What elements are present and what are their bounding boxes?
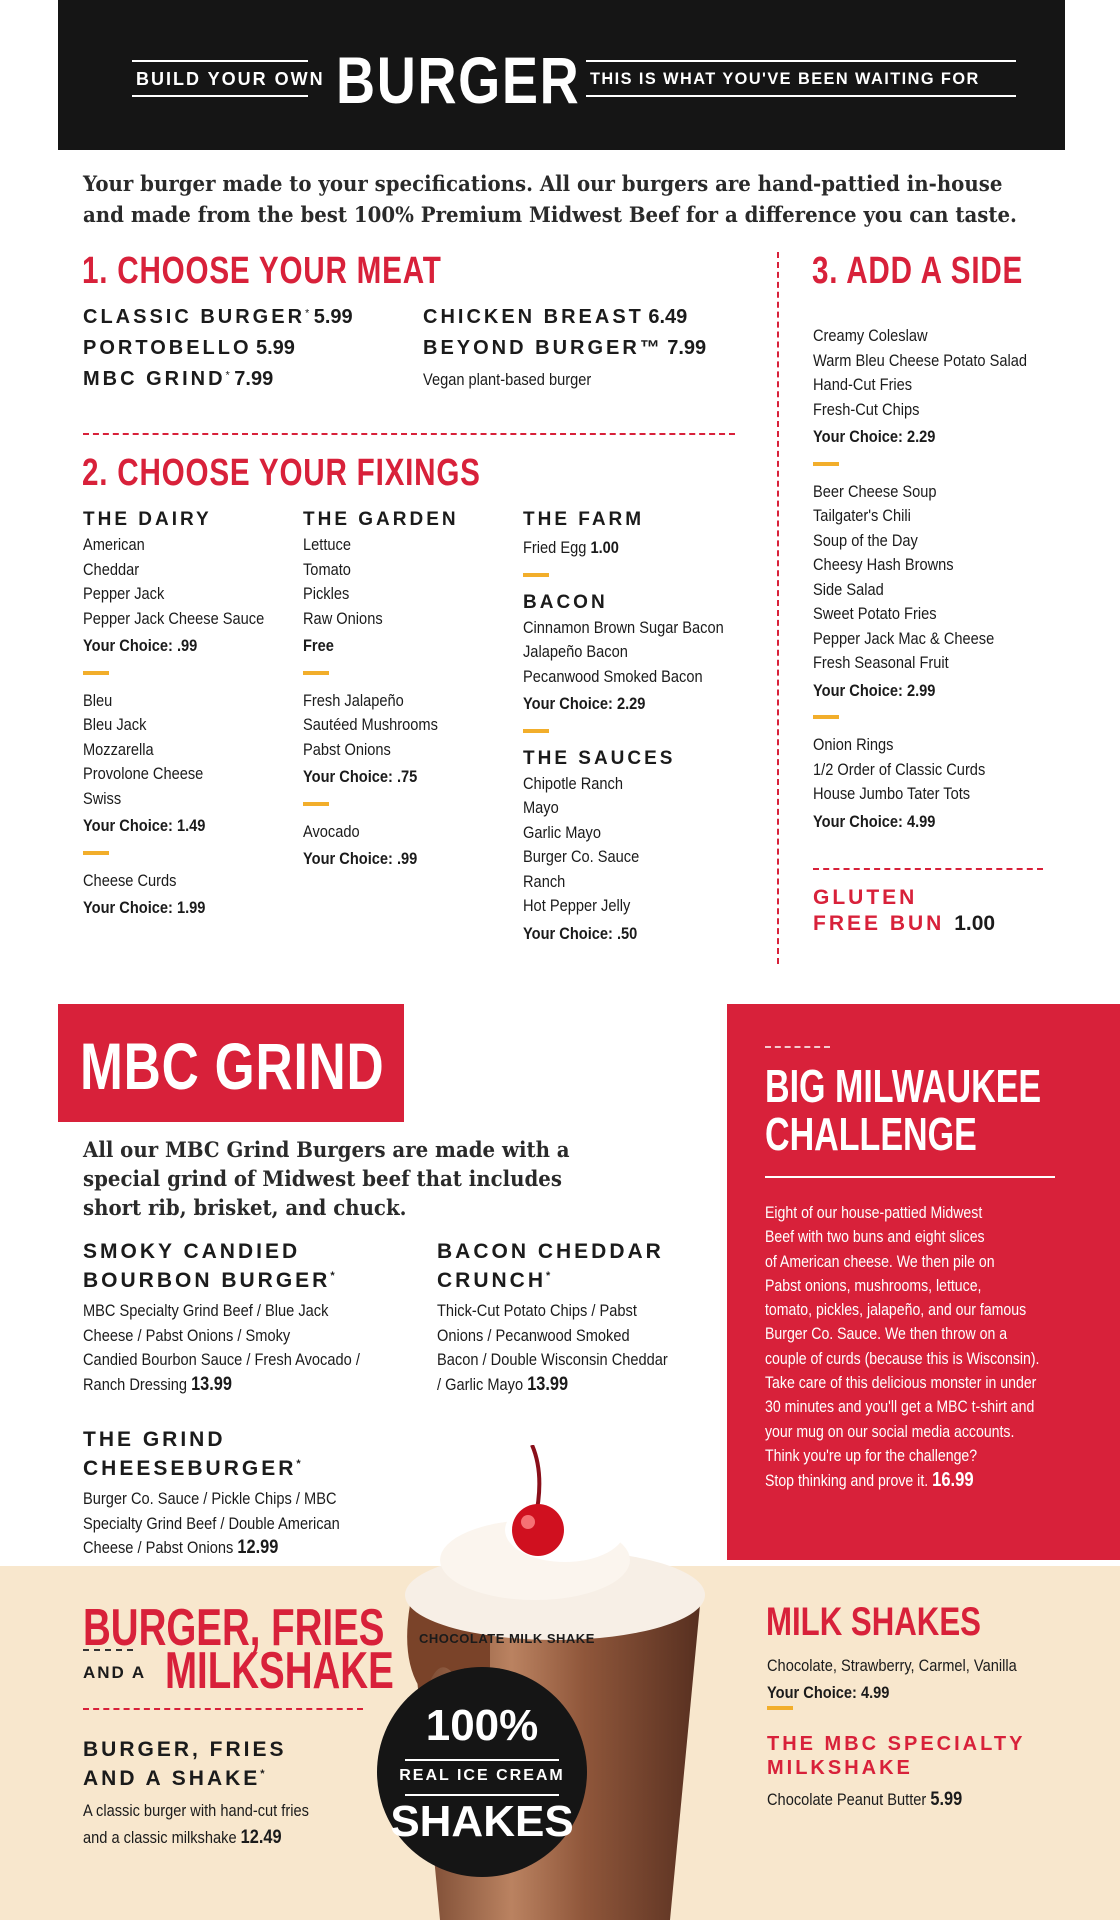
list-item: Pabst Onions bbox=[303, 739, 391, 759]
shake-badge bbox=[377, 1667, 587, 1877]
desc-line: Burger Co. Sauce / Pickle Chips / MBC bbox=[83, 1489, 337, 1508]
body-line: your mug on our social media accounts. bbox=[765, 1421, 1015, 1441]
sides-divider bbox=[813, 868, 1043, 870]
egg-price: 1.00 bbox=[590, 538, 619, 557]
choice-price: Your Choice: 4.99 bbox=[767, 1683, 890, 1702]
body-line: Burger Co. Sauce. We then throw on a bbox=[765, 1324, 1008, 1344]
meat-item-beyond bbox=[423, 337, 706, 360]
meat-mark: * bbox=[305, 307, 310, 320]
column-divider bbox=[777, 252, 779, 964]
body-line: tomato, pickles, jalapeño, and our famous bbox=[765, 1300, 1027, 1320]
body-line: Think you're up for the challenge? bbox=[765, 1445, 978, 1465]
challenge-title-1: BIG MILWAUKEE bbox=[765, 1060, 1042, 1112]
meat-price: 7.99 bbox=[667, 337, 707, 359]
farm-column bbox=[523, 508, 748, 946]
shake-caption: CHOCOLATE MILK SHAKE bbox=[419, 1631, 595, 1646]
specialty-item-row bbox=[767, 1788, 989, 1813]
choice-price: Your Choice: 1.99 bbox=[83, 898, 206, 917]
list-item: Tomato bbox=[303, 559, 351, 579]
challenge-panel bbox=[727, 1004, 1120, 1560]
desc-line: Candied Bourbon Sauce / Fresh Avocado / bbox=[83, 1350, 360, 1369]
meat-price: 7.99 bbox=[234, 368, 274, 390]
intro-line-2: and made from the best 100% Premium Midwest Beef for a difference you can taste. bbox=[83, 202, 1017, 227]
list-item: Pecanwood Smoked Bacon bbox=[523, 666, 703, 686]
list-item: Ranch bbox=[523, 871, 566, 891]
body-line: Take care of this delicious monster in under bbox=[765, 1373, 1037, 1393]
meat-name: MBC GRIND bbox=[83, 368, 226, 390]
header-left-text: BUILD YOUR OWN bbox=[136, 69, 325, 89]
choice-price: Your Choice: .99 bbox=[303, 849, 418, 868]
meat-name: BEYOND BURGER™ bbox=[423, 337, 663, 359]
list-item: Sweet Potato Fries bbox=[813, 604, 937, 623]
desc-line bbox=[83, 1536, 367, 1561]
garden-column bbox=[303, 508, 513, 872]
combo-desc bbox=[83, 1797, 358, 1851]
desc-text: Ranch Dressing bbox=[83, 1374, 188, 1394]
meat-item-chicken bbox=[423, 306, 687, 329]
choice-price: Your Choice: 2.99 bbox=[813, 680, 936, 700]
bacon-group bbox=[523, 616, 724, 717]
body-line: Eight of our house-pattied Midwest bbox=[765, 1203, 983, 1222]
egg-name: Fried Egg bbox=[523, 538, 587, 557]
desc-text: Cheese / Pabst Onions bbox=[83, 1538, 234, 1557]
gluten-free-bun bbox=[813, 885, 995, 937]
item-price: 13.99 bbox=[527, 1373, 569, 1395]
meat-price: 5.99 bbox=[255, 337, 295, 359]
list-item: Raw Onions bbox=[303, 608, 383, 628]
gold-divider bbox=[523, 729, 549, 733]
choice-price: Your Choice: .99 bbox=[83, 636, 198, 655]
shakes-title: MILK SHAKES bbox=[766, 1600, 981, 1644]
list-item: Burger Co. Sauce bbox=[523, 847, 640, 866]
item-price: 12.99 bbox=[237, 1537, 279, 1558]
desc-text: / Garlic Mayo bbox=[437, 1374, 524, 1394]
specialty-price: 5.99 bbox=[930, 1789, 963, 1810]
list-item: Side Salad bbox=[813, 579, 884, 599]
gluten-line-1: GLUTEN bbox=[813, 886, 918, 909]
fixings-section-title: 2. CHOOSE YOUR FIXINGS bbox=[82, 452, 481, 494]
farm-heading: THE FARM bbox=[523, 509, 645, 530]
choice-price: Free bbox=[303, 636, 334, 655]
list-item: Fresh Jalapeño bbox=[303, 690, 404, 710]
sauces-heading: THE SAUCES bbox=[523, 747, 676, 769]
desc-line: Bacon / Double Wisconsin Cheddar bbox=[437, 1350, 668, 1369]
grind-title-block bbox=[58, 1004, 404, 1122]
list-item: Sautéed Mushrooms bbox=[303, 715, 438, 734]
list-item: Lettuce bbox=[303, 535, 351, 554]
desc-line: Specialty Grind Beef / Double American bbox=[83, 1513, 340, 1533]
list-item: Jalapeño Bacon bbox=[523, 642, 628, 661]
meat-price: 6.49 bbox=[648, 306, 688, 328]
dairy-heading: THE DAIRY bbox=[83, 509, 212, 530]
dairy-group-2 bbox=[83, 689, 264, 839]
header-title: BURGER bbox=[336, 43, 581, 117]
sides-group-2 bbox=[813, 480, 1019, 704]
garden-group-1 bbox=[303, 533, 484, 659]
badge-line-1: 100% bbox=[425, 1701, 539, 1750]
gluten-line-2: FREE BUN bbox=[813, 912, 945, 935]
desc-line: Cheese / Pabst Onions / Smoky bbox=[83, 1325, 291, 1345]
grind-intro bbox=[83, 1135, 570, 1222]
bacon-heading: BACON bbox=[523, 591, 608, 613]
combo-title-2: MILKSHAKE bbox=[165, 1642, 394, 1700]
body-text: Stop thinking and prove it. bbox=[765, 1471, 929, 1491]
body-line: Beef with two buns and eight slices bbox=[765, 1227, 985, 1247]
gluten-price: 1.00 bbox=[954, 912, 996, 935]
list-item: Avocado bbox=[303, 821, 360, 841]
list-item: Tailgater's Chili bbox=[813, 506, 911, 525]
meat-section-title: 1. CHOOSE YOUR MEAT bbox=[82, 250, 442, 292]
list-item: American bbox=[83, 535, 145, 554]
list-item: Cheese Curds bbox=[83, 870, 177, 890]
list-item: Cheesy Hash Browns bbox=[813, 555, 954, 574]
gold-divider bbox=[303, 671, 329, 675]
list-item: Hand-Cut Fries bbox=[813, 375, 913, 394]
list-item: Beer Cheese Soup bbox=[813, 481, 937, 501]
garden-group-3 bbox=[303, 820, 484, 872]
list-item: Chipotle Ranch bbox=[523, 773, 623, 793]
item-name: THE GRIND bbox=[83, 1428, 226, 1451]
grind-intro-line: All our MBC Grind Burgers are made with a bbox=[83, 1137, 570, 1162]
grind-title: MBC GRIND bbox=[80, 1029, 385, 1103]
list-item: Cinnamon Brown Sugar Bacon bbox=[523, 617, 724, 637]
meat-name: PORTOBELLO bbox=[83, 337, 252, 359]
list-item: Pepper Jack bbox=[83, 584, 165, 603]
list-item: Warm Bleu Cheese Potato Salad bbox=[813, 350, 1028, 370]
list-item: Pepper Jack Cheese Sauce bbox=[83, 608, 265, 628]
list-item: Fresh-Cut Chips bbox=[813, 399, 920, 419]
gold-divider bbox=[303, 802, 329, 806]
garden-heading: THE GARDEN bbox=[303, 509, 459, 530]
dairy-group-3 bbox=[83, 869, 264, 921]
gold-divider bbox=[523, 573, 549, 577]
body-line: couple of curds (because this is Wisconsin). bbox=[765, 1348, 1040, 1368]
item-name-text: CRUNCH bbox=[437, 1269, 546, 1292]
item-name-2: CHEESEBURGER* bbox=[83, 1457, 304, 1480]
list-item: Bleu bbox=[83, 690, 113, 710]
sides-section-title: 3. ADD A SIDE bbox=[812, 250, 1024, 292]
list-item: Mayo bbox=[523, 798, 559, 817]
body-line bbox=[765, 1468, 1039, 1493]
desc-line: Onions / Pecanwood Smoked bbox=[437, 1325, 630, 1345]
desc-line: Thick-Cut Potato Chips / Pabst bbox=[437, 1301, 637, 1320]
sides-group-3 bbox=[813, 733, 1019, 834]
intro-line-1: Your burger made to your specifications. All our burgers are hand-pattied in-house bbox=[83, 171, 1003, 196]
list-item: Pepper Jack Mac & Cheese bbox=[813, 628, 995, 648]
specialty-item: Chocolate Peanut Butter bbox=[767, 1790, 927, 1809]
gold-divider bbox=[813, 462, 839, 466]
list-item: 1/2 Order of Classic Curds bbox=[813, 759, 986, 779]
grind-cheeseburger bbox=[83, 1428, 413, 1561]
body-line: of American cheese. We then pile on bbox=[765, 1251, 995, 1271]
challenge-price: 16.99 bbox=[932, 1469, 974, 1492]
dairy-group-1 bbox=[83, 533, 264, 659]
shakes-flavors: Chocolate, Strawberry, Carmel, Vanilla bbox=[767, 1656, 1017, 1675]
item-desc bbox=[83, 1487, 367, 1561]
list-item: Fresh Seasonal Fruit bbox=[813, 653, 949, 672]
challenge-title bbox=[765, 1062, 1041, 1158]
sauces-group bbox=[523, 772, 717, 947]
list-item: Mozzarella bbox=[83, 739, 154, 759]
garden-group-2 bbox=[303, 689, 484, 790]
specialty-title-1: THE MBC SPECIALTY bbox=[767, 1733, 1026, 1755]
specialty-title-2: MILKSHAKE bbox=[767, 1757, 913, 1779]
shakes-list bbox=[767, 1652, 1017, 1706]
challenge-title-2: CHALLENGE bbox=[765, 1108, 977, 1160]
list-item: Pickles bbox=[303, 584, 350, 603]
desc-text: and a classic milkshake bbox=[83, 1828, 237, 1847]
list-item: Garlic Mayo bbox=[523, 822, 601, 842]
body-line: 30 minutes and you'll get a MBC t-shirt and bbox=[765, 1397, 1035, 1417]
desc-line bbox=[83, 1373, 367, 1398]
intro-text bbox=[83, 168, 1017, 230]
combo-item-name-2: AND A SHAKE* bbox=[83, 1767, 268, 1790]
combo-price: 12.49 bbox=[240, 1827, 282, 1848]
header-banner bbox=[58, 0, 1065, 150]
header-right-text: THIS IS WHAT YOU'VE BEEN WAITING FOR bbox=[590, 69, 980, 88]
item-name-text: BOURBON BURGER bbox=[83, 1269, 331, 1292]
item-desc bbox=[437, 1299, 678, 1397]
combo-item-name-1: BURGER, FRIES bbox=[83, 1738, 287, 1761]
list-item: House Jumbo Tater Tots bbox=[813, 784, 971, 803]
choice-price: Your Choice: 1.49 bbox=[83, 816, 206, 835]
list-item: Bleu Jack bbox=[83, 715, 147, 734]
smoky-bourbon-burger bbox=[83, 1240, 413, 1397]
badge-line-2: REAL ICE CREAM bbox=[399, 1767, 565, 1784]
gold-divider bbox=[767, 1706, 793, 1710]
specialty-shake bbox=[767, 1732, 1025, 1813]
combo-item-name-text: AND A SHAKE bbox=[83, 1767, 261, 1790]
meat-divider bbox=[83, 433, 735, 435]
choice-price: Your Choice: .75 bbox=[303, 767, 418, 786]
desc-line bbox=[437, 1373, 678, 1398]
sides-column bbox=[813, 324, 1053, 834]
sides-group-1 bbox=[813, 324, 1028, 450]
meat-item-portobello bbox=[83, 337, 295, 360]
gold-divider bbox=[83, 671, 109, 675]
list-item: Cheddar bbox=[83, 559, 140, 579]
list-item: Provolone Cheese bbox=[83, 764, 204, 783]
body-line: Pabst onions, mushrooms, lettuce, bbox=[765, 1275, 982, 1295]
desc-line: MBC Specialty Grind Beef / Blue Jack bbox=[83, 1301, 329, 1320]
meat-name: CLASSIC BURGER bbox=[83, 306, 306, 328]
list-item: Onion Rings bbox=[813, 735, 894, 754]
gold-divider bbox=[813, 715, 839, 719]
choice-price: Your Choice: 4.99 bbox=[813, 811, 936, 831]
grind-intro-line: special grind of Midwest beef that includes bbox=[83, 1166, 562, 1191]
list-item: Soup of the Day bbox=[813, 530, 918, 550]
desc-line bbox=[83, 1824, 358, 1851]
combo-title-1: BURGER, FRIES bbox=[83, 1599, 385, 1657]
choice-price: Your Choice: 2.29 bbox=[813, 427, 936, 446]
item-price: 13.99 bbox=[191, 1373, 232, 1395]
cherry bbox=[512, 1504, 564, 1556]
bacon-cheddar-crunch bbox=[437, 1240, 717, 1397]
challenge-body bbox=[765, 1201, 1039, 1494]
meat-item-classic bbox=[83, 306, 353, 329]
beyond-note: Vegan plant-based burger bbox=[423, 370, 592, 389]
combo-divider bbox=[83, 1708, 363, 1710]
list-item: Swiss bbox=[83, 788, 122, 808]
farm-item bbox=[523, 536, 717, 561]
grind-intro-line: short rib, brisket, and chuck. bbox=[83, 1195, 407, 1220]
meat-price: 5.99 bbox=[313, 306, 353, 328]
gluten-line-2-row bbox=[813, 911, 995, 937]
list-item: Hot Pepper Jelly bbox=[523, 896, 631, 915]
dairy-column bbox=[83, 508, 293, 921]
item-name-text: CHEESEBURGER bbox=[83, 1457, 297, 1480]
meat-mark: * bbox=[225, 369, 230, 382]
desc-line: A classic burger with hand-cut fries bbox=[83, 1801, 309, 1820]
meat-item-grind bbox=[83, 368, 273, 391]
gold-divider bbox=[83, 851, 109, 855]
list-item: Creamy Coleslaw bbox=[813, 326, 928, 345]
item-name-2: BOURBON BURGER* bbox=[83, 1269, 338, 1292]
choice-price: Your Choice: 2.29 bbox=[523, 694, 646, 713]
item-name: BACON CHEDDAR bbox=[437, 1240, 664, 1263]
item-name-2: CRUNCH* bbox=[437, 1269, 554, 1292]
badge-line-3: SHAKES bbox=[390, 1797, 574, 1846]
combo-item bbox=[83, 1738, 403, 1851]
meat-name: CHICKEN BREAST bbox=[423, 306, 644, 328]
item-desc bbox=[83, 1299, 367, 1397]
choice-price: Your Choice: .50 bbox=[523, 923, 638, 943]
item-name: SMOKY CANDIED bbox=[83, 1240, 301, 1263]
combo-and-a: AND A bbox=[83, 1663, 147, 1682]
